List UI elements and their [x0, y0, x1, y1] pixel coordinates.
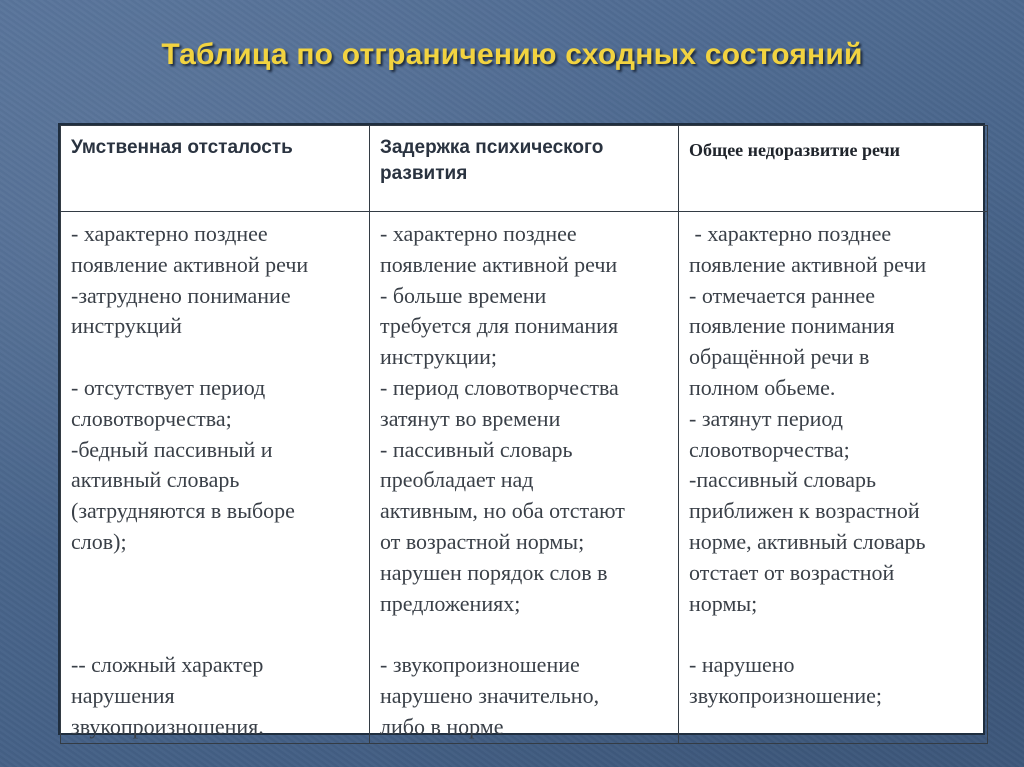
text-line: - характерно позднее — [71, 221, 268, 246]
spacer — [71, 558, 359, 650]
text-line: активный словарь — [71, 467, 240, 493]
comparison-table — [58, 123, 985, 739]
text-line: словотворчества; — [71, 405, 232, 431]
text-line: активным, но оба отстают — [380, 498, 625, 524]
text-line: - больше времени — [380, 282, 547, 308]
text-line: требуется для понимания — [380, 313, 619, 339]
text-line: затянут во времени — [380, 405, 561, 431]
text-line: -- сложный характер — [71, 652, 264, 678]
text-line: инструкций — [71, 313, 182, 339]
text-line: появление понимания — [689, 313, 895, 339]
slide-title: Таблица по отграничению сходных состояний — [161, 38, 863, 71]
text-line: -бедный пассивный и — [71, 436, 273, 462]
text-line: - характерно позднее — [689, 221, 892, 246]
text-line: отстает от возрастной — [689, 559, 895, 585]
text-line: звукопроизношения. — [71, 713, 264, 739]
text-line: словотворчества; — [689, 436, 850, 462]
spacer — [71, 342, 359, 373]
text-line: - отмечается раннее — [689, 282, 875, 308]
text-line: появление активной речи — [689, 251, 927, 277]
header-mental-retardation: Умственная отсталость — [61, 126, 370, 212]
text-line: появление активной речи — [380, 251, 618, 277]
text-line: полном обьеме. — [689, 374, 836, 400]
text-line: нормы; — [689, 590, 758, 616]
spacer — [689, 619, 977, 650]
table-header-row — [61, 126, 988, 212]
text-line: преобладает над — [380, 467, 534, 493]
header-speech-underdevelopment: Общее недоразвитие речи — [679, 126, 988, 212]
text-line: - период словотворчества — [380, 374, 619, 400]
text-line: -пассивный словарь — [689, 467, 877, 493]
text-line: нарушения — [71, 682, 175, 708]
text-line: - отсутствует период — [71, 374, 266, 400]
table-body-row — [61, 212, 988, 744]
text-line: - затянут период — [689, 405, 843, 431]
text-line: приближен к возрастной — [689, 498, 920, 524]
text-line: предложениях; — [380, 590, 521, 616]
text-line: (затрудняются в выборе — [71, 498, 295, 524]
text-line: нарушено значительно, — [380, 682, 600, 708]
text-line: нарушен порядок слов в — [380, 559, 608, 585]
cell-speech-underdevelopment — [679, 212, 988, 744]
text-line: - характерно позднее — [380, 221, 577, 246]
header-developmental-delay: Задержка психического развития — [370, 126, 679, 212]
text-line: - пассивный словарь — [380, 436, 573, 462]
cell-mental-retardation — [61, 212, 370, 744]
text-line: -затруднено понимание — [71, 282, 291, 308]
cell-developmental-delay — [370, 212, 679, 744]
text-line: - нарушено — [689, 652, 795, 678]
text-line: от возрастной нормы; — [380, 528, 585, 554]
text-line: инструкции; — [380, 344, 498, 370]
text-line: звукопроизношение; — [689, 682, 883, 708]
text-line: слов); — [71, 528, 127, 554]
text-line: - звукопроизношение — [380, 652, 580, 678]
text-line: обращённой речи в — [689, 344, 870, 370]
text-line: появление активной речи — [71, 251, 309, 277]
text-line: либо в норме — [380, 713, 504, 739]
spacer — [380, 619, 668, 650]
text-line: норме, активный словарь — [689, 528, 926, 554]
